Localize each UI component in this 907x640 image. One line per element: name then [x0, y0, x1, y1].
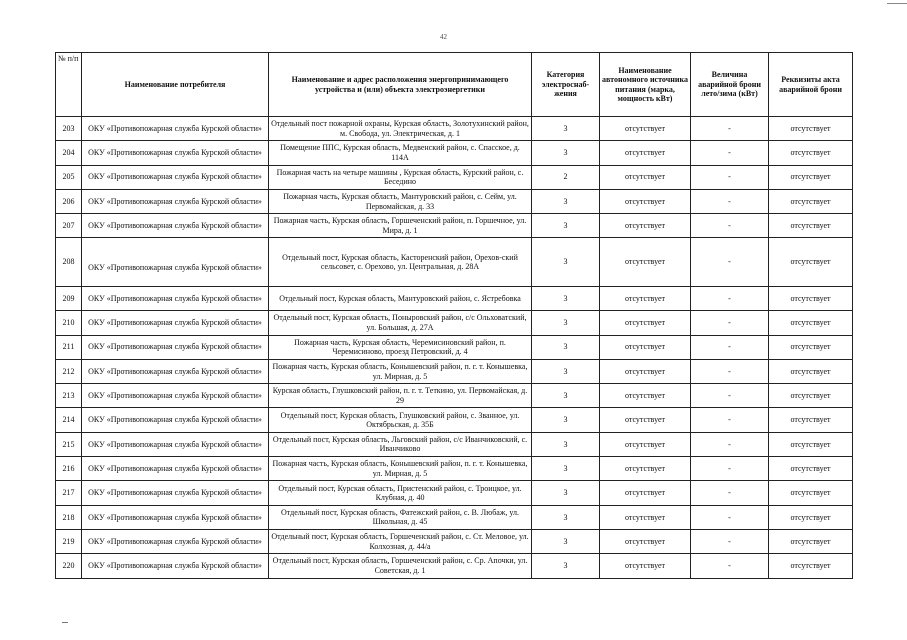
cell-num: 206	[56, 189, 82, 213]
table-row	[56, 335, 853, 359]
cell-reserve: -	[691, 214, 769, 238]
table-row	[56, 457, 853, 481]
cell-source: отсутствует	[600, 457, 691, 481]
cell-address: Пожарная часть, Курская область, Конышевский район, п. г. т. Конышевка, ул. Мирная, д. 5	[269, 457, 532, 481]
cell-num: 215	[56, 432, 82, 456]
cell-act: отсутствует	[769, 238, 853, 287]
cell-address: Курская область, Глушковский район, п. г. т. Теткино, ул. Первомайская, д. 29	[269, 384, 532, 408]
cell-num: 212	[56, 359, 82, 383]
cell-consumer: ОКУ «Противопожарная служба Курской области»	[82, 457, 269, 481]
cell-reserve: -	[691, 481, 769, 505]
cell-address: Пожарная часть на четыре машины , Курская область, Курский район, с. Беседино	[269, 165, 532, 189]
cell-source: отсутствует	[600, 384, 691, 408]
header-consumer: Наименование потребителя	[82, 53, 269, 117]
cell-act: отсутствует	[769, 141, 853, 165]
header-act: Реквизиты акта аварийной брони	[769, 53, 853, 117]
cell-act: отсутствует	[769, 529, 853, 553]
cell-category: 3	[532, 408, 600, 432]
cell-source: отсутствует	[600, 311, 691, 335]
cell-address: Помещение ППС, Курская область, Медвенский район, с. Спасское, д. 114А	[269, 141, 532, 165]
header-source: Наименование автономного источника питания (марка, мощность кВт)	[600, 53, 691, 117]
cell-num: 213	[56, 384, 82, 408]
cell-num: 211	[56, 335, 82, 359]
table-row	[56, 384, 853, 408]
cell-category: 2	[532, 165, 600, 189]
cell-address: Пожарная часть, Курская область, Конышевский район, п. г. т. Конышевка, ул. Мирная, д. 5	[269, 359, 532, 383]
cell-act: отсутствует	[769, 117, 853, 141]
cell-consumer: ОКУ «Противопожарная служба Курской области»	[82, 286, 269, 310]
cell-reserve: -	[691, 505, 769, 529]
cell-act: отсутствует	[769, 286, 853, 310]
cell-consumer: ОКУ «Противопожарная служба Курской области»	[82, 189, 269, 213]
cell-num: 209	[56, 286, 82, 310]
table-row	[56, 408, 853, 432]
table-row	[56, 505, 853, 529]
cell-source: отсутствует	[600, 408, 691, 432]
cell-category: 3	[532, 384, 600, 408]
cell-source: отсутствует	[600, 554, 691, 578]
cell-num: 214	[56, 408, 82, 432]
table-body	[56, 117, 853, 579]
cell-reserve: -	[691, 335, 769, 359]
cell-consumer: ОКУ «Противопожарная служба Курской области»	[82, 408, 269, 432]
cell-source: отсутствует	[600, 505, 691, 529]
cell-num: 207	[56, 214, 82, 238]
table-row	[56, 432, 853, 456]
header-category: Категория электроснаб-жения	[532, 53, 600, 117]
cell-category: 3	[532, 335, 600, 359]
cell-category: 3	[532, 286, 600, 310]
cell-act: отсутствует	[769, 214, 853, 238]
cell-source: отсутствует	[600, 529, 691, 553]
cell-reserve: -	[691, 408, 769, 432]
cell-category: 3	[532, 457, 600, 481]
cell-num: 219	[56, 529, 82, 553]
header-num: № п/п	[56, 53, 82, 117]
table-row	[56, 481, 853, 505]
cell-address: Отдельный пост, Курская область, Горшеченский район, с. Ср. Апочки, ул. Советская, д. 1	[269, 554, 532, 578]
cell-consumer: ОКУ «Противопожарная служба Курской области»	[82, 238, 269, 287]
cell-num: 208	[56, 238, 82, 287]
cell-consumer: ОКУ «Противопожарная служба Курской области»	[82, 214, 269, 238]
cell-act: отсутствует	[769, 432, 853, 456]
table-row	[56, 359, 853, 383]
cell-act: отсутствует	[769, 189, 853, 213]
table-row	[56, 117, 853, 141]
cell-consumer: ОКУ «Противопожарная служба Курской области»	[82, 335, 269, 359]
cell-address: Отдельный пост, Курская область, Льговский район, с/с Иванчиковский, с. Иванчиково	[269, 432, 532, 456]
cell-act: отсутствует	[769, 457, 853, 481]
cell-reserve: -	[691, 529, 769, 553]
cell-category: 3	[532, 359, 600, 383]
cell-consumer: ОКУ «Противопожарная служба Курской области»	[82, 384, 269, 408]
table-row	[56, 189, 853, 213]
cell-consumer: ОКУ «Противопожарная служба Курской области»	[82, 359, 269, 383]
cell-reserve: -	[691, 238, 769, 287]
cell-consumer: ОКУ «Противопожарная служба Курской области»	[82, 165, 269, 189]
cell-address: Отдельный пост пожарной охраны, Курская область, Золотухинский район, м. Свобода, ул. Электрическая, д. 1	[269, 117, 532, 141]
cell-num: 205	[56, 165, 82, 189]
table-row	[56, 165, 853, 189]
cell-num: 218	[56, 505, 82, 529]
cell-category: 3	[532, 311, 600, 335]
cell-reserve: -	[691, 286, 769, 310]
cell-category: 3	[532, 554, 600, 578]
cell-num: 204	[56, 141, 82, 165]
table-row	[56, 214, 853, 238]
cell-reserve: -	[691, 141, 769, 165]
cell-reserve: -	[691, 189, 769, 213]
cell-act: отсутствует	[769, 505, 853, 529]
cell-category: 3	[532, 238, 600, 287]
cell-category: 3	[532, 432, 600, 456]
table-row	[56, 286, 853, 310]
cell-consumer: ОКУ «Противопожарная служба Курской области»	[82, 481, 269, 505]
table-row	[56, 238, 853, 287]
cell-address: Отдельный пост, Курская область, Мантуровский район, с. Ястребовка	[269, 286, 532, 310]
cell-num: 203	[56, 117, 82, 141]
cell-source: отсутствует	[600, 335, 691, 359]
cell-consumer: ОКУ «Противопожарная служба Курской области»	[82, 505, 269, 529]
cell-act: отсутствует	[769, 335, 853, 359]
cell-category: 3	[532, 117, 600, 141]
cell-source: отсутствует	[600, 286, 691, 310]
cell-num: 216	[56, 457, 82, 481]
cell-category: 3	[532, 214, 600, 238]
cell-source: отсутствует	[600, 432, 691, 456]
header-reserve: Величина аварийной брони лето/зима (кВт)	[691, 53, 769, 117]
cell-address: Отдельный пост, Курская область, Фатежский район, с. В. Любаж, ул. Школьная, д. 45	[269, 505, 532, 529]
cell-source: отсутствует	[600, 141, 691, 165]
cell-reserve: -	[691, 457, 769, 481]
cell-act: отсутствует	[769, 481, 853, 505]
cell-source: отсутствует	[600, 165, 691, 189]
cell-source: отсутствует	[600, 117, 691, 141]
cell-num: 210	[56, 311, 82, 335]
cell-address: Пожарная часть, Курская область, Горшеченский район, п. Горшечное, ул. Мира, д. 1	[269, 214, 532, 238]
cell-source: отсутствует	[600, 359, 691, 383]
cell-reserve: -	[691, 432, 769, 456]
cell-reserve: -	[691, 359, 769, 383]
cell-act: отсутствует	[769, 165, 853, 189]
cell-source: отсутствует	[600, 238, 691, 287]
cell-reserve: -	[691, 117, 769, 141]
cell-category: 3	[532, 505, 600, 529]
consumer-table	[55, 52, 853, 579]
cell-category: 3	[532, 189, 600, 213]
table-row	[56, 529, 853, 553]
cell-address: Пожарная часть, Курская область, Черемисиновский район, п. Черемисиново, проезд Петровский, д. 4	[269, 335, 532, 359]
cell-address: Отдельный пост, Курская область, Горшеченский район, с. Ст. Меловое, ул. Колхозная, д. 44/а	[269, 529, 532, 553]
cell-category: 3	[532, 529, 600, 553]
cell-num: 220	[56, 554, 82, 578]
table-row	[56, 141, 853, 165]
cell-consumer: ОКУ «Противопожарная служба Курской области»	[82, 141, 269, 165]
cell-source: отсутствует	[600, 189, 691, 213]
cell-address: Отдельный пост, Курская область, Касторенский район, Орехов-ский сельсовет, с. Орехово, ул. Центральная, д. 28А	[269, 238, 532, 287]
cell-act: отсутствует	[769, 408, 853, 432]
cell-consumer: ОКУ «Противопожарная служба Курской области»	[82, 554, 269, 578]
cell-reserve: -	[691, 554, 769, 578]
table-row	[56, 554, 853, 578]
scan-edge-mark	[887, 3, 907, 4]
cell-consumer: ОКУ «Противопожарная служба Курской области»	[82, 529, 269, 553]
page-number: 42	[440, 33, 447, 41]
cell-consumer: ОКУ «Противопожарная служба Курской области»	[82, 311, 269, 335]
cell-act: отсутствует	[769, 359, 853, 383]
cell-consumer: ОКУ «Противопожарная служба Курской области»	[82, 432, 269, 456]
cell-address: Отдельный пост, Курская область, Глушковский район, с. Званное, ул. Октябрьская, д. 35Б	[269, 408, 532, 432]
table-header-row	[56, 53, 853, 117]
cell-category: 3	[532, 141, 600, 165]
cell-reserve: -	[691, 311, 769, 335]
cell-consumer: ОКУ «Противопожарная служба Курской области»	[82, 117, 269, 141]
cell-address: Пожарная часть, Курская область, Мантуровский район, с. Сейм, ул. Первомайская, д. 33	[269, 189, 532, 213]
header-address: Наименование и адрес расположения энергопринимающего устройства и (или) объекта электроэнергетики	[269, 53, 532, 117]
cell-address: Отдельный пост, Курская область, Пристенский район, с. Троицкое, ул. Клубная, д. 40	[269, 481, 532, 505]
cell-reserve: -	[691, 165, 769, 189]
table-row	[56, 311, 853, 335]
cell-category: 3	[532, 481, 600, 505]
cell-reserve: -	[691, 384, 769, 408]
cell-act: отсутствует	[769, 554, 853, 578]
cell-source: отсутствует	[600, 214, 691, 238]
cell-act: отсутствует	[769, 384, 853, 408]
scan-corner-mark	[62, 622, 68, 623]
cell-source: отсутствует	[600, 481, 691, 505]
cell-address: Отдельный пост, Курская область, Поныровский район, с/с Ольховатский, ул. Большая, д. 27А	[269, 311, 532, 335]
cell-act: отсутствует	[769, 311, 853, 335]
cell-num: 217	[56, 481, 82, 505]
